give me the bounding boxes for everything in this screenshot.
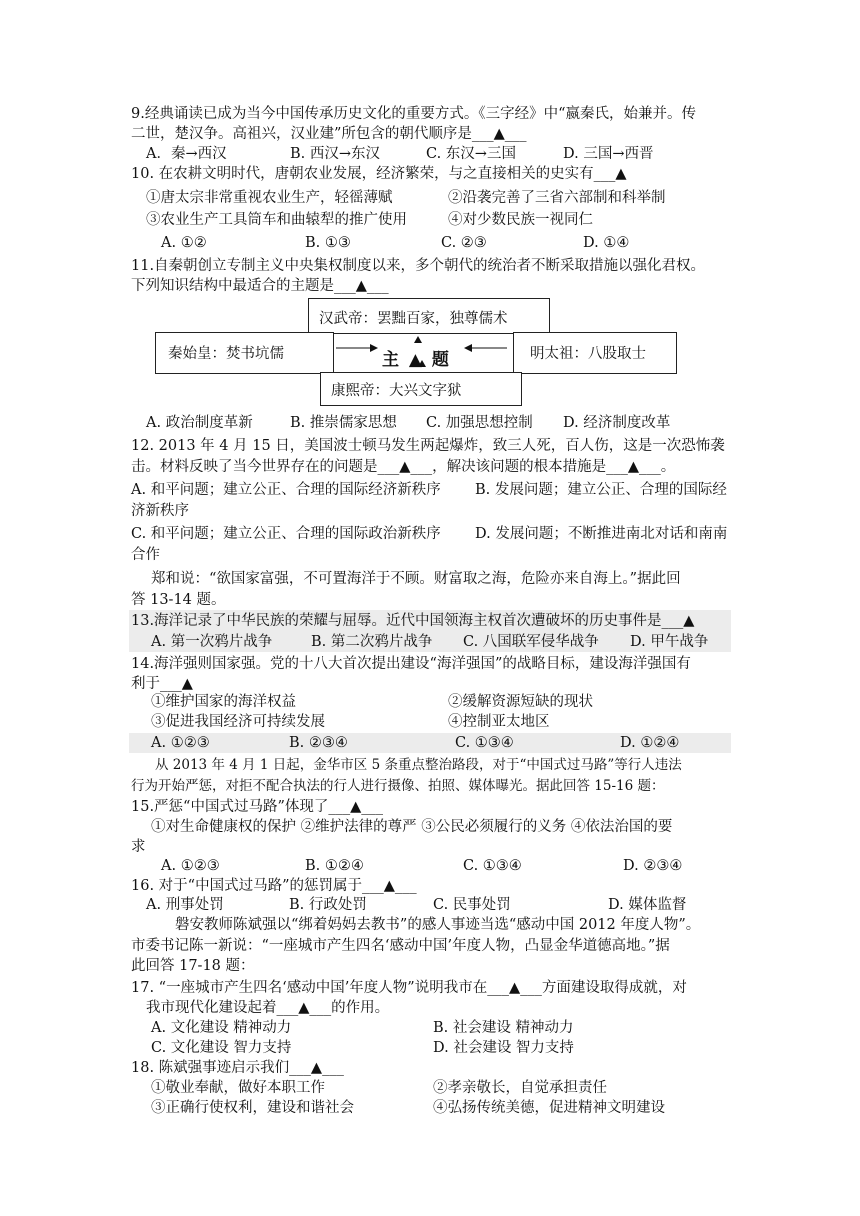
q15-option-c: C. ①③④ [463, 858, 522, 874]
q18-item-3: ③正确行使权利，建设和谐社会 [151, 1100, 354, 1116]
q11-option-b: B. 推崇儒家思想 [290, 415, 397, 431]
intro-15-16-line1: 从 2013 年 4 月 1 日起，金华市区 5 条重点整治路段，对于“中国式过马路”等行人违法 [155, 757, 682, 773]
q14-option-d: D. ①②④ [620, 735, 680, 751]
q9-stem-line1: 9.经典诵读已成为当今中国传承历史文化的重要方式。《三字经》中“嬴秦氏，始兼并。传 [131, 106, 696, 122]
diagram-bottom-box [320, 372, 522, 406]
q10-option-d: D. ①④ [583, 235, 630, 251]
q9-option-d: D. 三国→西晋 [563, 146, 654, 162]
q14-option-b: B. ②③④ [289, 735, 348, 751]
q16-option-d: D. 媒体监督 [608, 897, 687, 913]
q9-stem-line2: 二世，楚汉争。高祖兴，汉业建”所包含的朝代顺序是___▲___ [131, 126, 527, 142]
q14-item-3: ③促进我国经济可持续发展 [151, 714, 325, 730]
intro-13-14-line1: 郑和说：“欲国家富强，不可置海洋于不顾。财富取之海，危险亦来自海上。”据此回 [151, 571, 681, 587]
q12-stem-line1: 12. 2013 年 4 月 15 日，美国波士顿马发生两起爆炸，致三人死，百人伤，这是一次恐怖袭 [131, 438, 725, 454]
q10-item-4: ④对少数民族一视同仁 [448, 212, 593, 228]
intro-17-18-line1: 磐安教师陈斌强以“绑着妈妈去教书”的感人事迹当选“感动中国 2012 年度人物”。 [175, 917, 701, 933]
q17-stem-line1: 17. “一座城市产生四名‘感动中国’年度人物”说明我市在___▲___方面建设取得成就，对 [131, 980, 687, 996]
q13-option-b: B. 第二次鸦片战争 [311, 634, 433, 650]
q18-stem: 18. 陈斌强事迹启示我们___▲___ [131, 1060, 344, 1076]
q16-option-a: A. 刑事处罚 [146, 897, 224, 913]
q14-item-4: ④控制亚太地区 [448, 714, 550, 730]
q11-option-c: C. 加强思想控制 [426, 415, 533, 431]
q12-option-b-cont: 济新秩序 [131, 503, 189, 519]
q10-item-2: ②沿袭完善了三省六部制和科举制 [448, 190, 666, 206]
q17-option-b: B. 社会建设 精神动力 [433, 1020, 574, 1036]
intro-15-16-line2: 行为开始严惩，对拒不配合执法的行人进行摄像、拍照、媒体曝光。据此回答 15-16 题： [131, 778, 665, 794]
intro-17-18-line3: 此回答 17-18 题： [131, 958, 255, 974]
q11-option-d: D. 经济制度改革 [563, 415, 671, 431]
q10-option-c: C. ②③ [441, 235, 487, 251]
q10-option-a: A. ①② [161, 235, 207, 251]
q10-option-b: B. ①③ [305, 235, 351, 251]
q12-option-c: C. 和平问题；建立公正、合理的国际政治新秩序 [131, 526, 441, 542]
q11-stem-line1: 11.自秦朝创立专制主义中央集权制度以来，多个朝代的统治者不断采取措施以强化君权。 [131, 258, 706, 274]
q9-option-c: C. 东汉→三国 [426, 146, 516, 162]
q15-option-b: B. ①②④ [305, 858, 364, 874]
diagram-right-box [513, 332, 677, 374]
diagram-right-text: 明太祖：八股取士 [530, 346, 646, 362]
q13-option-a: A. 第一次鸦片战争 [151, 634, 273, 650]
q9-option-b: B. 西汉→东汉 [290, 146, 381, 162]
q18-item-4: ④弘扬传统美德，促进精神文明建设 [433, 1100, 665, 1116]
q14-stem-line2: 利于___▲ [131, 676, 193, 692]
intro-13-14-line2: 答 13-14 题。 [131, 592, 226, 608]
up-arrow-icon [414, 336, 422, 343]
q9-option-a: A．秦→西汉 [146, 146, 227, 162]
q13-stem: 13.海洋记录了中华民族的荣耀与屈辱。近代中国领海主权首次遭破坏的历史事件是___▲ [131, 613, 695, 629]
q12-option-a: A. 和平问题；建立公正、合理的国际经济新秩序 [131, 482, 441, 498]
q15-option-d: D. ②③④ [623, 858, 683, 874]
q12-option-b: B. 发展问题；建立公正、合理的国际经 [475, 482, 727, 498]
diagram-bottom-text: 康熙帝：大兴文字狱 [331, 383, 462, 399]
q15-option-a: A. ①②③ [161, 858, 220, 874]
q10-item-3: ③农业生产工具筒车和曲辕犁的推广使用 [146, 212, 407, 228]
q18-item-2: ②孝亲敬长，自觉承担责任 [433, 1080, 607, 1096]
diagram-top-box [308, 298, 550, 334]
q14-option-a: A. ①②③ [151, 735, 210, 751]
q15-stem: 15.严惩“中国式过马路”体现了___▲___ [131, 799, 384, 815]
q17-option-c: C. 文化建设 智力支持 [151, 1040, 292, 1056]
intro-17-18-line2: 市委书记陈一新说：“一座城市产生四名‘感动中国’年度人物，凸显金华道德高地。”据 [131, 938, 670, 954]
q15-items-cont: 求 [131, 839, 146, 855]
right-arrow-icon [370, 344, 378, 352]
q10-stem: 10. 在农耕文明时代，唐朝农业发展，经济繁荣，与之直接相关的史实有___▲ [131, 166, 627, 182]
q12-stem-line2: 击。材料反映了当今世界存在的问题是___▲___，解决该问题的根本措施是___▲___。 [131, 459, 676, 475]
q12-option-d-cont: 合作 [131, 547, 160, 563]
q17-option-a: A. 文化建设 精神动力 [151, 1020, 292, 1036]
q14-item-1: ①维护国家的海洋权益 [151, 694, 296, 710]
diagram-center-title: 主 ▲ 题 [382, 350, 451, 370]
q14-item-2: ②缓解资源短缺的现状 [448, 694, 593, 710]
q13-option-d: D. 甲午战争 [630, 634, 709, 650]
diagram-top-text: 汉武帝：罢黜百家，独尊儒术 [319, 311, 508, 327]
diagram-left-box [155, 332, 334, 374]
q11-stem-line2: 下列知识结构中最适合的主题是___▲___ [131, 278, 389, 294]
q12-option-d: D. 发展问题；不断推进南北对话和南南 [475, 526, 728, 542]
q14-option-c: C. ①③④ [455, 735, 514, 751]
q18-item-1: ①敬业奉献，做好本职工作 [151, 1080, 325, 1096]
q16-option-c: C. 民事处罚 [433, 897, 511, 913]
q16-option-b: B. 行政处罚 [289, 897, 367, 913]
left-arrow-icon [464, 344, 472, 352]
q17-stem-line2: 我市现代化建设起着___▲___的作用。 [146, 1000, 390, 1016]
q16-stem: 16. 对于“中国式过马路”的惩罚属于___▲___ [131, 878, 417, 894]
q17-option-d: D. 社会建设 智力支持 [433, 1040, 574, 1056]
diagram-left-text: 秦始皇：焚书坑儒 [168, 346, 284, 362]
q10-item-1: ①唐太宗非常重视农业生产，轻徭薄赋 [146, 190, 393, 206]
q14-stem-line1: 14.海洋强则国家强。党的十八大首次提出建设“海洋强国”的战略目标，建设海洋强国有 [131, 656, 691, 672]
q13-option-c: C. 八国联军侵华战争 [463, 634, 599, 650]
q11-option-a: A. 政治制度革新 [146, 415, 253, 431]
q15-items: ①对生命健康权的保护 ②维护法律的尊严 ③公民必须履行的义务 ④依法治国的要 [151, 819, 673, 835]
